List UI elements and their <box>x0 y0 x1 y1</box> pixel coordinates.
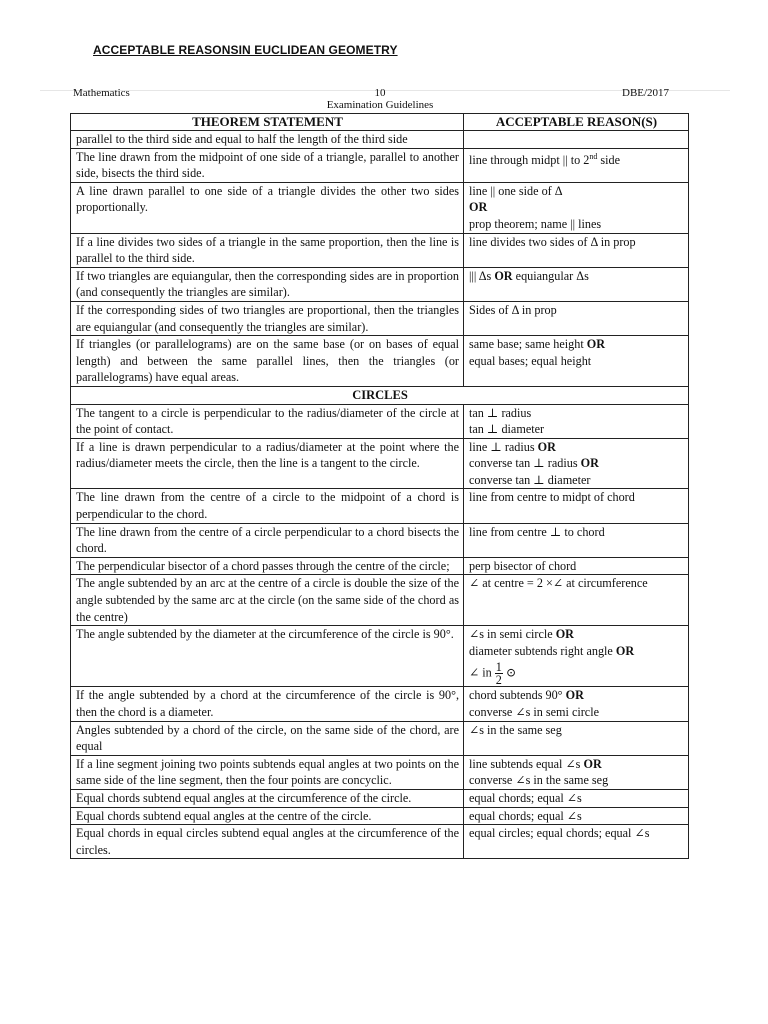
theorem-statement: Angles subtended by a chord of the circle, on the same side of the chord, are equal <box>71 721 464 755</box>
header-code: DBE/2017 <box>622 87 670 99</box>
table-row <box>71 182 689 233</box>
circle-rows <box>71 404 689 859</box>
acceptable-reason <box>464 131 689 149</box>
reason-line: ||| Δs OR equiangular Δs <box>469 268 589 283</box>
acceptable-reason <box>464 233 689 267</box>
acceptable-reason <box>464 557 689 575</box>
table-row <box>71 301 689 335</box>
col-header-statement: THEOREM STATEMENT <box>71 114 464 131</box>
reason-line: line divides two sides of Δ in prop <box>469 234 636 249</box>
theorem-statement: The angle subtended by an arc at the centre of a circle is double the size of the angle subtended by the same arc at the circle (on the same side of the chord as the centre) <box>71 575 464 626</box>
reason-line: converse ∠s in the same seg <box>469 773 609 788</box>
theorem-statement: The tangent to a circle is perpendicular to the radius/diameter of the circle at the point of contact. <box>71 404 464 438</box>
acceptable-reason <box>464 336 689 387</box>
acceptable-reason <box>464 301 689 335</box>
circle-symbol-icon: ⊙ <box>505 665 517 680</box>
table-row <box>71 626 689 687</box>
theorem-statement: If the corresponding sides of two triangles are proportional, then the triangles are equiangular (and consequently the triangles are similar). <box>71 301 464 335</box>
acceptable-reason <box>464 825 689 859</box>
circles-section <box>71 386 689 404</box>
reason-line: tan ⊥ radius <box>469 405 532 420</box>
acceptable-reason <box>464 404 689 438</box>
reason-line: prop theorem; name || lines <box>469 216 602 231</box>
reason-line: ∠ at centre = 2 ×∠ at circumference <box>469 576 648 591</box>
reason-line: tan ⊥ diameter <box>469 422 545 437</box>
reason-line: equal chords; equal ∠s <box>469 790 582 805</box>
table-row <box>71 755 689 789</box>
table-row <box>71 721 689 755</box>
acceptable-reason <box>464 807 689 825</box>
reason-line: converse tan ⊥ radius OR <box>469 456 599 471</box>
reason-line: converse ∠s in semi circle <box>469 705 600 719</box>
section-circles-title: CIRCLES <box>71 386 689 404</box>
theorem-statement: Equal chords subtend equal angles at the circumference of the circle. <box>71 789 464 807</box>
fraction-numerator: 1 <box>495 660 502 675</box>
page-number: 10 <box>374 87 386 99</box>
fraction <box>495 661 503 686</box>
table-row <box>71 825 689 859</box>
table-row <box>71 687 689 721</box>
table-row <box>71 557 689 575</box>
reason-fraction-line <box>469 661 684 686</box>
acceptable-reason <box>464 267 689 301</box>
table-header-row <box>71 114 689 131</box>
theorem-statement: The line drawn from the midpoint of one side of a triangle, parallel to another side, bisects the third side. <box>71 148 464 182</box>
reason-line: line through midpt || to 2nd side <box>469 151 621 167</box>
theorem-statement: If triangles (or parallelograms) are on the same base (or on bases of equal length) and between the same parallel lines, then the triangles (or parallelograms) have equal areas. <box>71 336 464 387</box>
table-row <box>71 336 689 387</box>
reason-line: diameter subtends right angle OR <box>469 643 635 658</box>
table-row <box>71 131 689 149</box>
table-row <box>71 523 689 557</box>
theorem-statement: If a line is drawn perpendicular to a radius/diameter at the point where the radius/diameter meets the circle, then the line is a tangent to the circle. <box>71 438 464 489</box>
theorem-statement: If a line divides two sides of a triangle in the same proportion, then the line is parallel to the third side. <box>71 233 464 267</box>
table-row <box>71 233 689 267</box>
theorem-statement: parallel to the third side and equal to half the length of the third side <box>71 131 464 149</box>
theorem-statement: The angle subtended by the diameter at the circumference of the circle is 90°. <box>71 626 464 687</box>
acceptable-reason <box>464 523 689 557</box>
acceptable-reason <box>464 626 689 687</box>
theorem-statement: The line drawn from the centre of a circle perpendicular to a chord bisects the chord. <box>71 523 464 557</box>
section-row <box>71 386 689 404</box>
reason-line: line || one side of Δ <box>469 183 563 198</box>
table-row <box>71 438 689 489</box>
reason-line: Sides of Δ in prop <box>469 302 557 317</box>
header-center <box>318 87 442 111</box>
acceptable-reason <box>464 575 689 626</box>
reason-line: equal chords; equal ∠s <box>469 808 582 823</box>
reason-line: same base; same height OR <box>469 337 606 352</box>
acceptable-reason <box>464 182 689 233</box>
reason-line: converse tan ⊥ diameter <box>469 472 591 487</box>
acceptable-reason <box>464 687 689 721</box>
reason-line: OR <box>469 200 488 215</box>
acceptable-reason <box>464 721 689 755</box>
theorem-statement: If two triangles are equiangular, then the corresponding sides are in proportion (and consequently the triangles are similar). <box>71 267 464 301</box>
reason-line: line ⊥ radius OR <box>469 439 556 454</box>
table-row <box>71 489 689 523</box>
header-subtitle: Examination Guidelines <box>326 99 434 111</box>
theorem-statement: The line drawn from the centre of a circle to the midpoint of a chord is perpendicular to the chord. <box>71 489 464 523</box>
table-row <box>71 404 689 438</box>
theorem-statement: A line drawn parallel to one side of a triangle divides the other two sides proportionally. <box>71 182 464 233</box>
header-subject: Mathematics <box>73 87 130 99</box>
theorem-table <box>70 113 689 859</box>
table-row <box>71 789 689 807</box>
theorem-statement: Equal chords in equal circles subtend equal angles at the circumference of the circles. <box>71 825 464 859</box>
acceptable-reason <box>464 438 689 489</box>
reason-line: ∠s in semi circle OR <box>469 627 574 642</box>
reason-line: line from centre to midpt of chord <box>469 490 635 505</box>
acceptable-reason <box>464 789 689 807</box>
reason-line: equal bases; equal height <box>469 353 592 368</box>
reason-line: ∠s in the same seg <box>469 722 562 737</box>
reason-line: line from centre ⊥ to chord <box>469 524 605 539</box>
document-title: ACCEPTABLE REASONSIN EUCLIDEAN GEOMETRY <box>93 43 398 57</box>
table-row <box>71 807 689 825</box>
triangle-rows <box>71 131 689 387</box>
theorem-statement: Equal chords subtend equal angles at the centre of the circle. <box>71 807 464 825</box>
reason-line <box>469 131 684 148</box>
acceptable-reason <box>464 489 689 523</box>
reason-line: perp bisector of chord <box>469 558 577 573</box>
table-row <box>71 575 689 626</box>
reason-line: line subtends equal ∠s OR <box>469 756 602 771</box>
fraction-prefix: ∠ in <box>469 665 492 680</box>
fraction-denominator: 2 <box>495 673 502 687</box>
theorem-statement: If the angle subtended by a chord at the circumference of the circle is 90°, then the chord is a diameter. <box>71 687 464 721</box>
theorem-statement: If a line segment joining two points subtends equal angles at two points on the same side of the line segment, then the four points are concyclic. <box>71 755 464 789</box>
acceptable-reason <box>464 148 689 182</box>
col-header-reason: ACCEPTABLE REASON(S) <box>464 114 689 131</box>
reason-line: equal circles; equal chords; equal ∠s <box>469 826 650 841</box>
reason-line: chord subtends 90° OR <box>469 688 584 703</box>
acceptable-reason <box>464 755 689 789</box>
table-row <box>71 148 689 182</box>
table-row <box>71 267 689 301</box>
theorem-statement: The perpendicular bisector of a chord passes through the centre of the circle; <box>71 557 464 575</box>
